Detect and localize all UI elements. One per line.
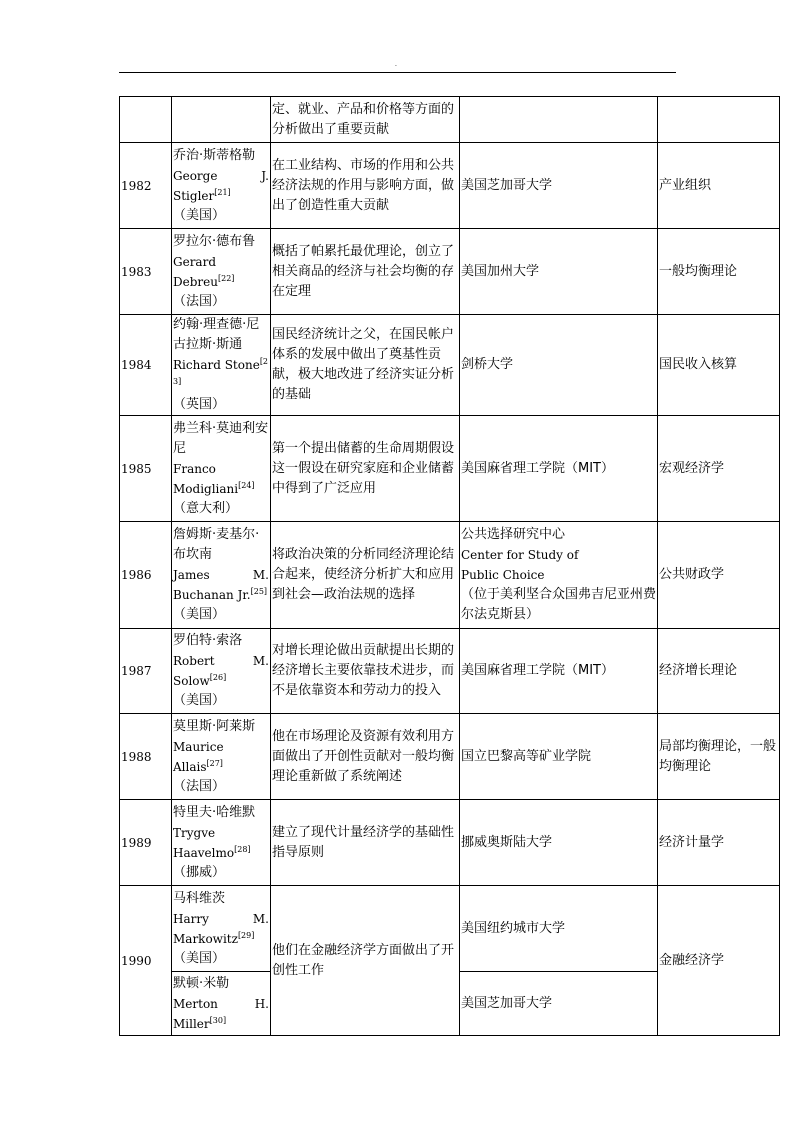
contribution-cell: 将政治决策的分析同经济理论结合起来，使经济分析扩大和应用到社会—政治法规的选择: [271, 522, 460, 629]
laureate-name-cn: 弗兰科·莫迪利安尼: [173, 420, 269, 456]
year-cell: 1989: [120, 800, 172, 886]
institution-name-cn: 公共选择研究中心: [461, 527, 566, 542]
laureate-cell: [172, 416, 271, 522]
institution-cell: 美国加州大学: [460, 229, 658, 315]
contribution-cell: 他在市场理论及资源有效利用方面做出了开创性贡献对一般均衡理论重新做了系统阐述: [271, 714, 460, 800]
laureate-cell: [172, 522, 271, 629]
laureate-name-en: Merton H.: [173, 996, 269, 1011]
contribution-cell: 第一个提出储蓄的生命周期假设这一假设在研究家庭和企业储蓄中得到了广泛应用: [271, 416, 460, 522]
laureate-name-en: Stigler[21]: [173, 187, 231, 203]
laureate-country: （法国）: [173, 293, 226, 309]
field-cell: 产业组织: [658, 143, 780, 229]
year-cell: 1987: [120, 629, 172, 714]
laureate-name-cn: 詹姆斯·麦基尔·布坎南: [173, 527, 260, 562]
field-cell: [658, 97, 780, 143]
laureate-name-cn: 马科维茨: [173, 890, 226, 906]
laureate-name-en: Haavelmo[28]: [173, 844, 251, 860]
laureate-name-en: Trygve: [173, 825, 216, 840]
laureate-country: （挪威）: [173, 864, 226, 880]
year-cell: 1982: [120, 143, 172, 229]
citation-ref: [28]: [234, 844, 251, 854]
laureate-country: （美国）: [173, 950, 226, 966]
institution-cell: 美国麻省理工学院（MIT）: [460, 629, 658, 714]
laureate-name-cn: 罗伯特·索洛: [173, 633, 243, 648]
laureate-cell: [172, 97, 271, 143]
laureate-name-en: Solow[26]: [173, 673, 227, 688]
citation-ref: [24]: [238, 480, 255, 490]
laureate-name-en: Gerard: [173, 254, 216, 269]
contribution-cell: 在工业结构、市场的作用和公共经济法规的作用与影响方面，做出了创造性重大贡献: [271, 143, 460, 229]
contribution-cell: 定、就业、产品和价格等方面的分析做出了重要贡献: [271, 97, 460, 143]
contribution-cell: 概括了帕累托最优理论，创立了相关商品的经济与社会均衡的存在定理: [271, 229, 460, 315]
institution-cell: 国立巴黎高等矿业学院: [460, 714, 658, 800]
laureate-cell: [172, 629, 271, 714]
laureate-name-cn: 默顿·米勒: [173, 975, 230, 991]
institution-cell: 美国芝加哥大学: [460, 972, 658, 1036]
table-row: [120, 143, 780, 229]
table-row: [120, 629, 780, 714]
laureate-name-en: Markowitz[29]: [173, 930, 255, 946]
table-row: [120, 886, 780, 972]
laureate-name-en: Miller[30]: [173, 1015, 227, 1031]
contribution-cell: 建立了现代计量经济学的基础性指导原则: [271, 800, 460, 886]
table-row: [120, 416, 780, 522]
laureate-name-en: Richard Stone[23]: [173, 357, 269, 386]
institution-cell: 美国芝加哥大学: [460, 143, 658, 229]
header-mark: .: [395, 61, 397, 68]
laureate-country: （英国）: [173, 397, 226, 412]
laureate-country: （法国）: [173, 778, 226, 794]
laureate-cell: [172, 229, 271, 315]
citation-ref: [23]: [173, 357, 269, 386]
year-cell: 1984: [120, 315, 172, 416]
citation-ref: [22]: [217, 273, 235, 283]
laureate-name-cn: 特里夫·哈维默: [173, 804, 256, 820]
laureate-name-en: Franco: [173, 461, 216, 476]
institution-cell: [460, 522, 658, 629]
field-cell: 一般均衡理论: [658, 229, 780, 315]
laureate-country: （美国）: [173, 693, 226, 708]
header-rule: [119, 72, 676, 73]
laureate-name-en: Robert M.: [173, 654, 269, 668]
citation-ref: [25]: [250, 587, 268, 596]
laureate-name-en: Maurice: [173, 739, 224, 754]
field-cell: 局部均衡理论，一般均衡理论: [658, 714, 780, 800]
laureate-cell: [172, 972, 271, 1036]
laureate-cell: [172, 886, 271, 972]
laureate-cell: [172, 315, 271, 416]
year-cell: 1983: [120, 229, 172, 315]
citation-ref: [27]: [206, 758, 223, 768]
institution-cell: 美国麻省理工学院（MIT）: [460, 416, 658, 522]
field-cell: 宏观经济学: [658, 416, 780, 522]
institution-cell: [460, 97, 658, 143]
citation-ref: [21]: [214, 187, 231, 197]
table-row: [120, 522, 780, 629]
field-cell: 国民收入核算: [658, 315, 780, 416]
table-row: [120, 97, 780, 143]
citation-ref: [26]: [209, 673, 227, 682]
contribution-cell: 他们在金融经济学方面做出了开创性工作: [271, 886, 460, 1036]
field-cell: 经济增长理论: [658, 629, 780, 714]
laureate-name-en: Buchanan Jr.[25]: [173, 587, 268, 602]
laureate-name-cn: 罗拉尔·德布鲁: [173, 233, 256, 249]
laureate-cell: [172, 800, 271, 886]
field-cell: 公共财政学: [658, 522, 780, 629]
contribution-cell: 对增长理论做出贡献提出长期的经济增长主要依靠技术进步，而不是依靠资本和劳动力的投入: [271, 629, 460, 714]
contribution-cell: 国民经济统计之父，在国民帐户体系的发展中做出了奠基性贡献，极大地改进了经济实证分析的基础: [271, 315, 460, 416]
year-cell: 1988: [120, 714, 172, 800]
laureate-cell: [172, 714, 271, 800]
institution-name-en: Public Choice: [461, 568, 545, 582]
year-cell: [120, 97, 172, 143]
citation-ref: [30]: [209, 1015, 227, 1025]
laureate-country: （意大利）: [173, 500, 239, 516]
laureate-name-en: James M.: [173, 568, 269, 582]
field-cell: 金融经济学: [658, 886, 780, 1036]
institution-cell: 挪威奥斯陆大学: [460, 800, 658, 886]
laureate-country: （美国）: [173, 207, 226, 223]
laureate-name-en: George J.: [173, 168, 269, 183]
laureate-country: （美国）: [173, 607, 226, 622]
institution-location: （位于美利坚合众国弗吉尼亚州费尔法克斯县）: [461, 587, 657, 622]
laureate-name-cn: 约翰·理查德·尼古拉斯·斯通: [173, 317, 260, 352]
year-cell: 1986: [120, 522, 172, 629]
laureate-name-en: Harry M.: [173, 911, 269, 926]
year-cell: 1985: [120, 416, 172, 522]
table-row: [120, 315, 780, 416]
table-row: [120, 800, 780, 886]
laureate-name-cn: 乔治·斯蒂格勒: [173, 147, 256, 163]
year-cell: 1990: [120, 886, 172, 1036]
table-row: [120, 714, 780, 800]
citation-ref: [29]: [237, 930, 255, 940]
institution-name-en: Center for Study of: [461, 548, 579, 562]
institution-cell: 美国纽约城市大学: [460, 886, 658, 972]
laureate-name-en: Modigliani[24]: [173, 480, 255, 496]
institution-cell: 剑桥大学: [460, 315, 658, 416]
laureate-name-en: Allais[27]: [173, 758, 223, 774]
nobel-laureates-table: [119, 96, 780, 1036]
field-cell: 经济计量学: [658, 800, 780, 886]
laureate-name-cn: 莫里斯·阿莱斯: [173, 718, 256, 734]
table-row: [120, 229, 780, 315]
laureate-name-en: Debreu[22]: [173, 273, 235, 289]
laureate-cell: [172, 143, 271, 229]
